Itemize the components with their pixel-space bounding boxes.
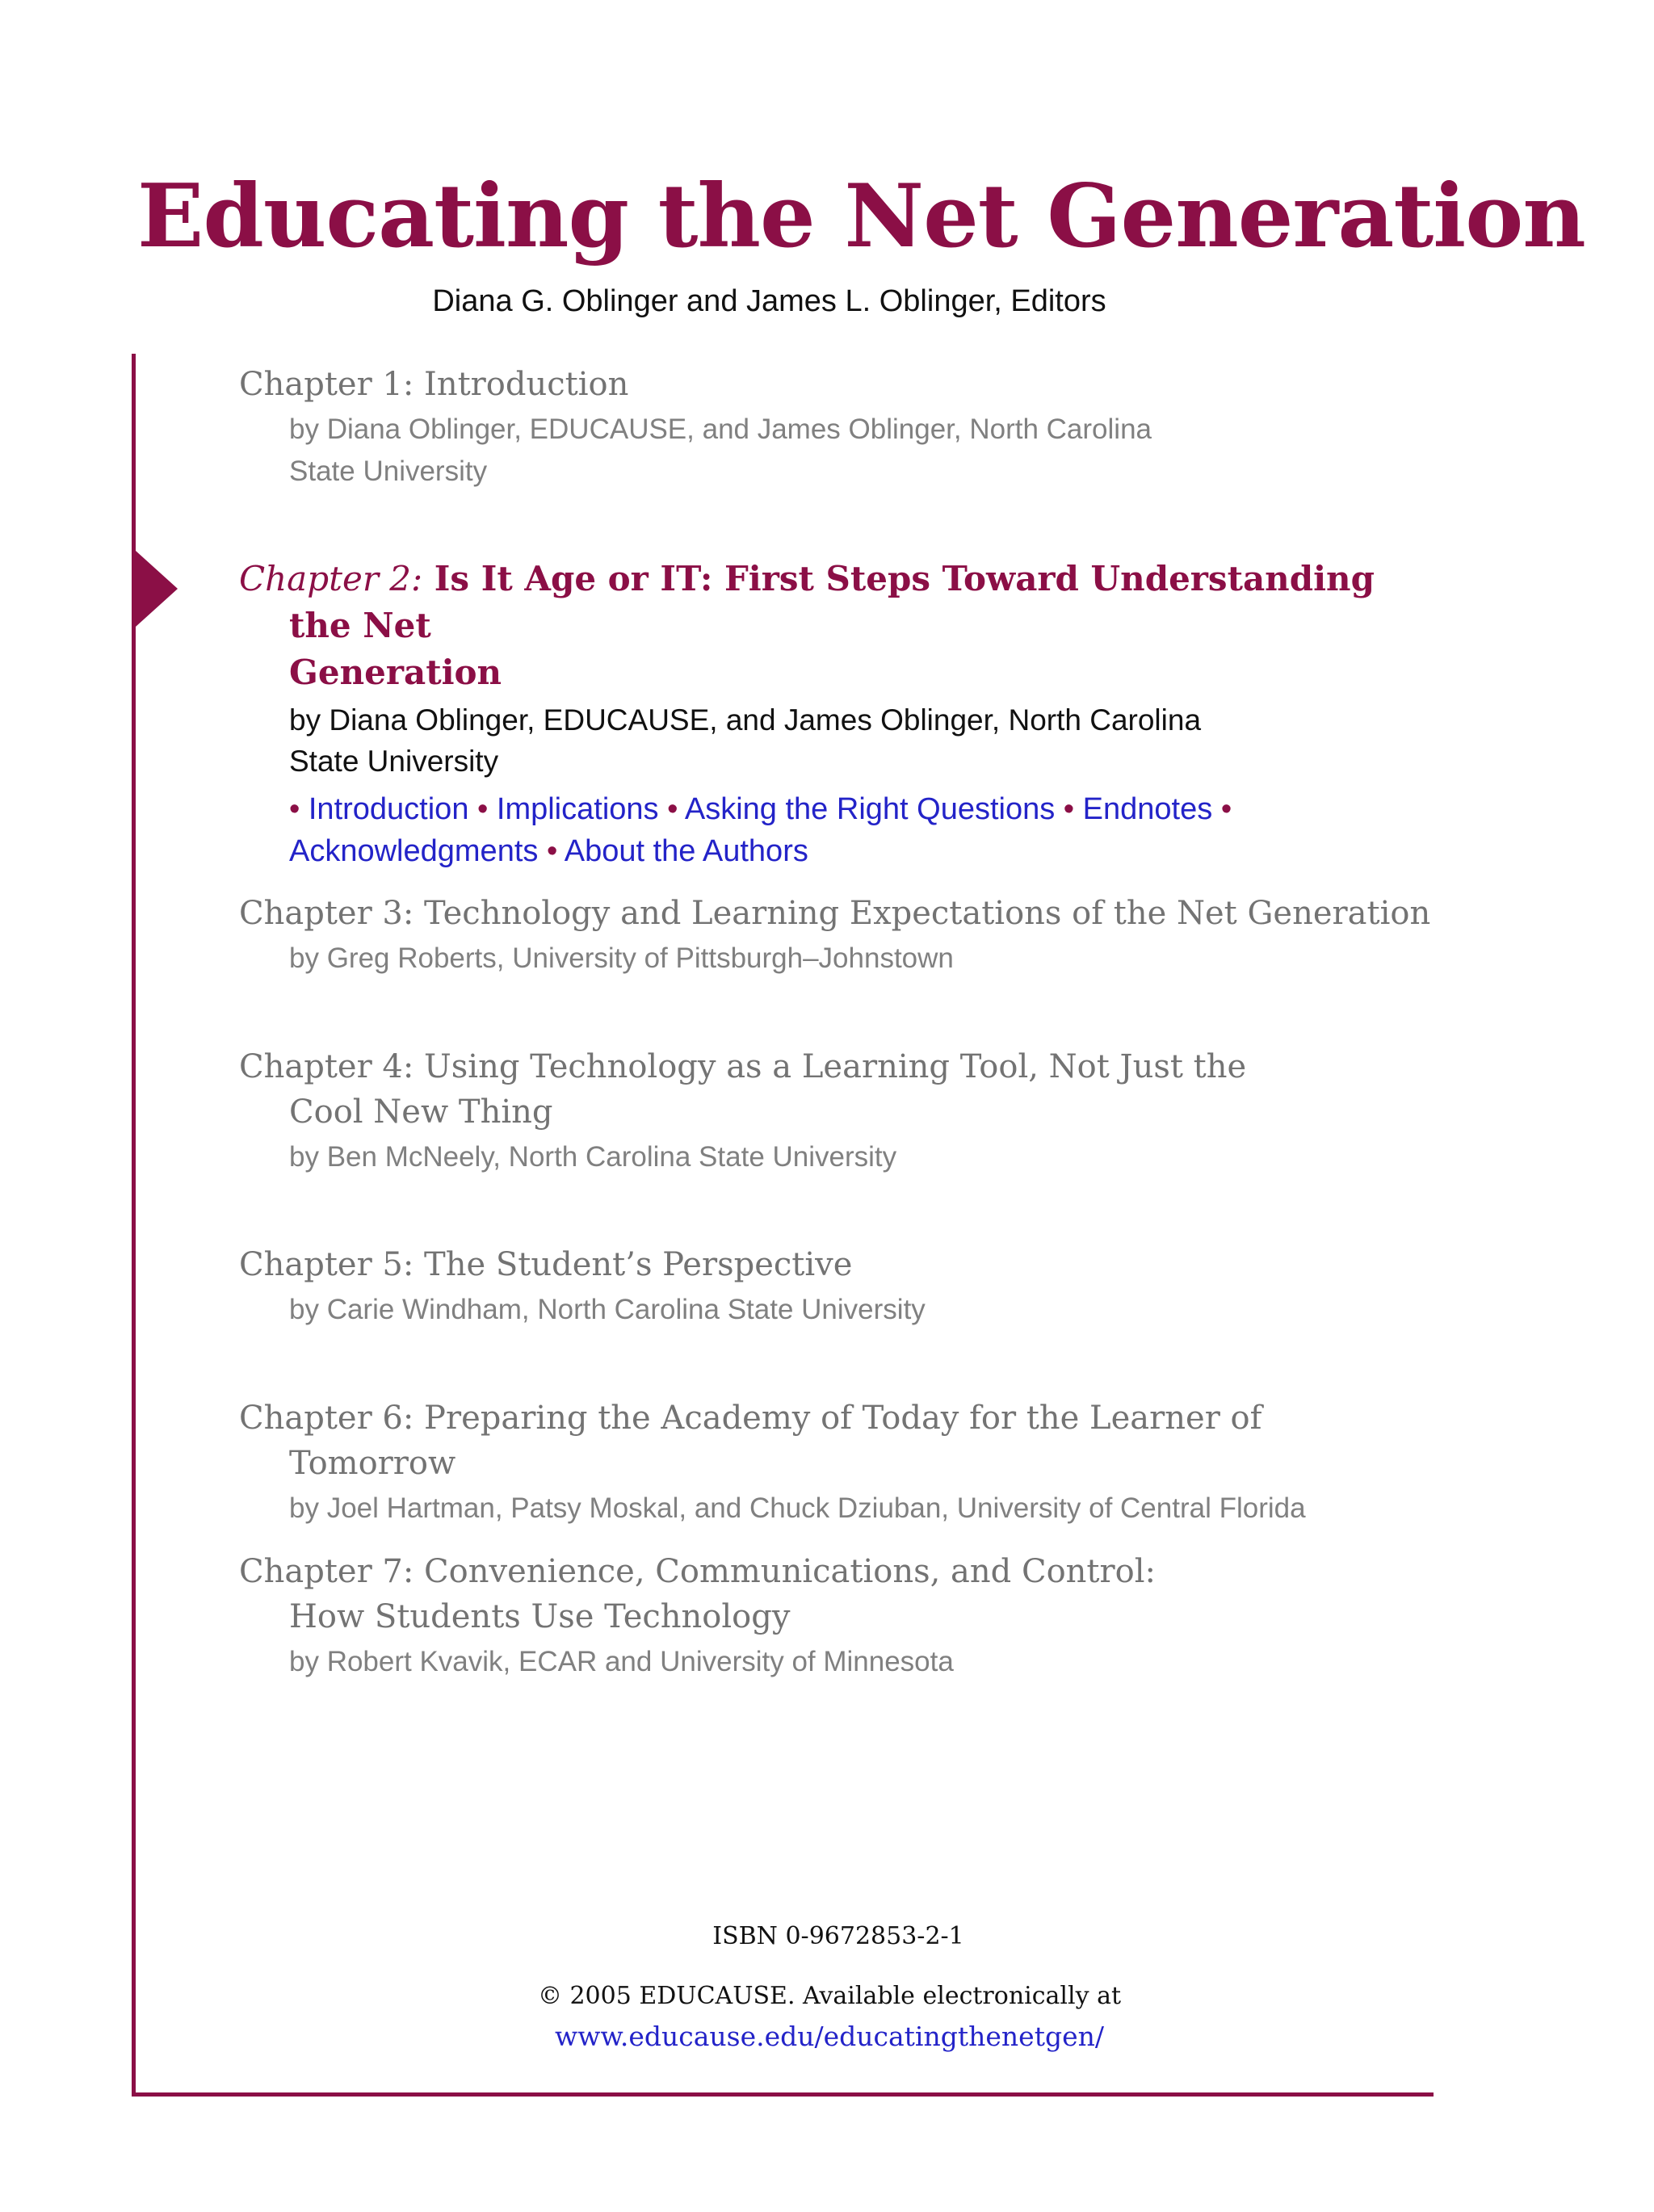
bullet-separator: • bbox=[1063, 792, 1075, 826]
section-link-implications[interactable]: Implications bbox=[496, 792, 659, 826]
section-link-introduction[interactable]: Introduction bbox=[308, 792, 469, 826]
chapter-6-name: Preparing the Academy of Today for the Learner of Tomorrow bbox=[289, 1400, 1262, 1482]
bottom-rule bbox=[132, 2092, 1434, 2097]
chapter-6-authors bbox=[289, 1488, 1434, 1530]
chapter-1-entry[interactable] bbox=[239, 362, 1434, 493]
section-link-endnotes[interactable]: Endnotes bbox=[1082, 792, 1213, 826]
chapter-2-authors-line1: by Diana Oblinger, EDUCAUSE, and James Oblinger, North Carolina bbox=[289, 703, 1202, 737]
bullet-separator: • bbox=[667, 792, 678, 826]
chapter-2-section-links bbox=[289, 788, 1339, 872]
chapter-1-number: Chapter 1: bbox=[239, 366, 414, 403]
chapter-7-authors bbox=[289, 1641, 1434, 1683]
chapter-4-number: Chapter 4: bbox=[239, 1048, 414, 1085]
chapter-2-name: Is It Age or IT: First Steps Toward Understanding the Net bbox=[289, 559, 1375, 645]
chapter-3-number: Chapter 3: bbox=[239, 895, 414, 932]
chapter-4-name-line2: Cool New Thing bbox=[289, 1093, 553, 1131]
chapter-3-authors-line1: by Greg Roberts, University of Pittsburgh–Johnstown bbox=[289, 942, 954, 974]
chapter-1-authors-line2: State University bbox=[289, 455, 488, 487]
book-editors: Diana G. Oblinger and James L. Oblinger, Editors bbox=[432, 284, 1106, 318]
bullet-separator: • bbox=[477, 792, 489, 826]
section-link-asking-the-right-questions[interactable]: Asking the Right Questions bbox=[684, 792, 1056, 826]
chapter-2-authors-line2: State University bbox=[289, 745, 499, 778]
chapter-7-number: Chapter 7: bbox=[239, 1553, 414, 1590]
chapter-2-number: Chapter 2: bbox=[239, 559, 423, 598]
chapter-5-entry[interactable] bbox=[239, 1242, 1434, 1331]
chapter-1-title[interactable] bbox=[239, 362, 1434, 407]
chapter-6-title[interactable] bbox=[239, 1396, 1434, 1486]
chapter-3-entry[interactable] bbox=[239, 891, 1434, 980]
chapter-4-name: Using Technology as a Learning Tool, Not Just the bbox=[424, 1048, 1247, 1085]
chapter-1-authors bbox=[289, 409, 1434, 493]
chapter-3-authors bbox=[289, 938, 1434, 980]
publication-footer bbox=[0, 1920, 1654, 2055]
current-chapter-marker-icon bbox=[136, 551, 178, 627]
chapter-3-name: Technology and Learning Expectations of the Net Generation bbox=[424, 895, 1431, 932]
chapter-7-entry[interactable] bbox=[239, 1549, 1434, 1683]
section-link-acknowledgments[interactable]: Acknowledgments bbox=[289, 834, 539, 868]
chapter-7-authors-line1: by Robert Kvavik, ECAR and University of Minnesota bbox=[289, 1646, 954, 1677]
chapter-7-name-line2: How Students Use Technology bbox=[289, 1598, 791, 1635]
bullet-separator: • bbox=[546, 834, 558, 868]
chapter-4-title[interactable] bbox=[239, 1044, 1434, 1135]
chapter-1-authors-line1: by Diana Oblinger, EDUCAUSE, and James Oblinger, North Carolina bbox=[289, 413, 1152, 445]
bullet-separator: • bbox=[289, 792, 300, 826]
chapter-2-authors bbox=[289, 699, 1434, 782]
chapter-5-number: Chapter 5: bbox=[239, 1246, 414, 1283]
chapter-2-entry[interactable] bbox=[239, 556, 1434, 872]
chapter-5-name: The Student’s Perspective bbox=[424, 1246, 853, 1283]
copyright-notice: © 2005 EDUCAUSE. Available electronically at bbox=[537, 1982, 1122, 2010]
chapter-5-title[interactable] bbox=[239, 1242, 1434, 1287]
chapter-2-name-line2: Generation bbox=[289, 653, 502, 692]
chapter-4-authors bbox=[289, 1136, 1434, 1178]
chapter-4-authors-line1: by Ben McNeely, North Carolina State University bbox=[289, 1141, 897, 1173]
chapter-1-name: Introduction bbox=[424, 366, 629, 403]
book-url-link[interactable]: www.educause.edu/educatingthenetgen/ bbox=[555, 2021, 1104, 2052]
chapter-6-entry[interactable] bbox=[239, 1396, 1434, 1530]
bullet-separator: • bbox=[1220, 792, 1232, 826]
chapter-6-authors-line1: by Joel Hartman, Patsy Moskal, and Chuck Dziuban, University of Central Florida bbox=[289, 1492, 1306, 1524]
chapter-2-title[interactable] bbox=[239, 556, 1434, 696]
chapter-5-authors bbox=[289, 1289, 1434, 1331]
chapter-3-title[interactable] bbox=[239, 891, 1434, 936]
section-link-about-the-authors[interactable]: About the Authors bbox=[564, 834, 808, 868]
book-title: Educating the Net Generation bbox=[137, 166, 1585, 267]
chapter-4-entry[interactable] bbox=[239, 1044, 1434, 1178]
chapter-6-number: Chapter 6: bbox=[239, 1400, 414, 1437]
chapter-7-title[interactable] bbox=[239, 1549, 1434, 1639]
chapter-7-name: Convenience, Communications, and Control: bbox=[424, 1553, 1156, 1590]
isbn: ISBN 0-9672853-2-1 bbox=[712, 1922, 964, 1950]
chapter-5-authors-line1: by Carie Windham, North Carolina State University bbox=[289, 1294, 926, 1325]
